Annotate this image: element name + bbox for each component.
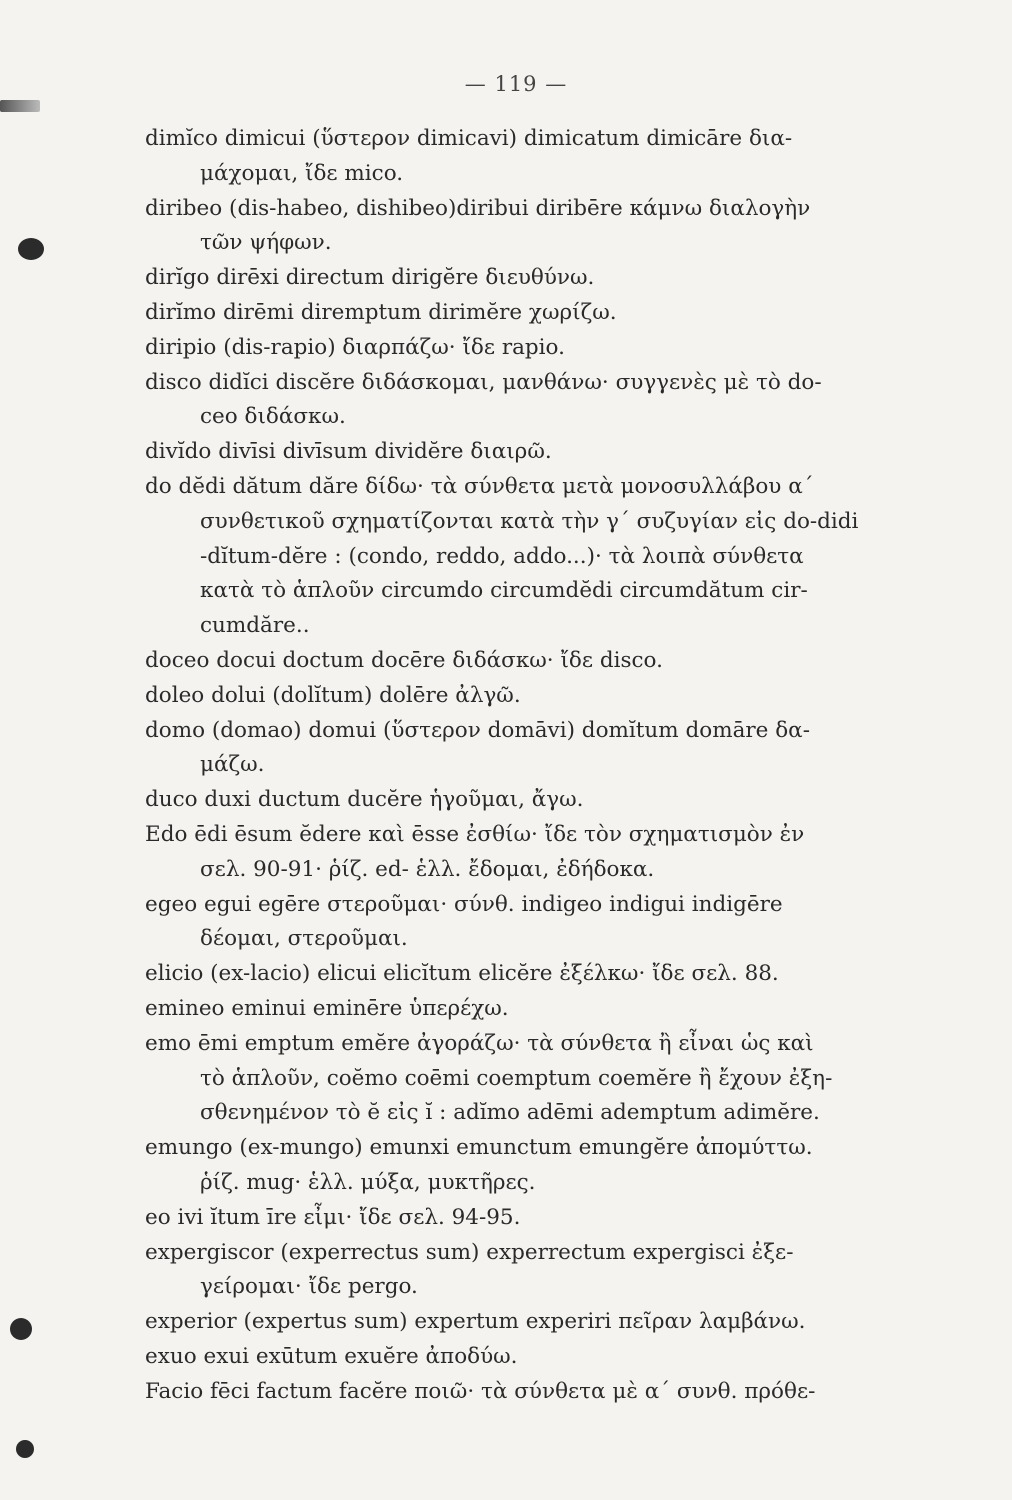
entry-headline: doceo docui doctum docēre διδάσκω· ἴδε disco. [145, 647, 663, 673]
entry-headline: exuo exui exūtum exuĕre ἀποδύω. [145, 1343, 518, 1369]
entry-headline: do dĕdi dătum dăre δίδω· τὰ σύνθετα μετὰ μονοσυλλάβου α΄ [145, 473, 814, 499]
dictionary-entry [145, 261, 915, 296]
dictionary-entry [145, 888, 915, 958]
dictionary-entry [145, 992, 915, 1027]
entry-continuation: ῥίζ. mug· ἑλλ. μύξα, μυκτῆρες. [200, 1169, 536, 1195]
dictionary-entry [145, 1201, 915, 1236]
dictionary-entry [145, 122, 915, 192]
entry-continuation: cumdăre.. [200, 613, 310, 639]
entry-continuation: ceo διδάσκω. [200, 404, 346, 430]
entry-headline: diripio (dis-rapio) διαρπάζω· ἴδε rapio. [145, 334, 565, 360]
entry-continuation: τὸ ἁπλοῦν, coĕmo coēmi coemptum coemĕre ἢ ἔχουν ἐξη- [200, 1065, 833, 1091]
dictionary-entry [145, 1305, 915, 1340]
entry-headline: disco didĭci discĕre διδάσκομαι, μανθάνω· συγγενὲς μὲ τὸ do- [145, 369, 822, 395]
punch-hole-mark [16, 1440, 34, 1458]
entry-headline: experior (expertus sum) expertum experiri πεῖραν λαμβάνω. [145, 1309, 806, 1335]
dictionary-entry [145, 957, 915, 992]
punch-hole-mark [10, 1318, 32, 1340]
entry-continuation: μάζω. [200, 752, 265, 778]
entry-continuation: -dĭtum-dĕre : (condo, reddo, addo...)· τὰ λοιπὰ σύνθετα [200, 543, 804, 569]
dictionary-entry [145, 192, 915, 262]
dictionary-entry [145, 435, 915, 470]
entry-continuation: σελ. 90-91· ῥίζ. ed- ἑλλ. ἔδομαι, ἐδήδοκα. [200, 856, 655, 882]
entry-headline: duco duxi ductum ducĕre ἡγοῦμαι, ἄγω. [145, 787, 584, 813]
dictionary-entry [145, 783, 915, 818]
punch-hole-mark [18, 238, 44, 260]
dictionary-entry [145, 644, 915, 679]
entry-headline: Edo ēdi ēsum ĕdere καὶ ēsse ἐσθίω· ἴδε τὸν σχηματισμὸν ἐν [145, 821, 805, 847]
entry-headline: dirĭmo dirēmi diremptum dirimĕre χωρίζω. [145, 299, 617, 325]
entry-continuation: γείρομαι· ἴδε pergo. [200, 1274, 418, 1300]
dictionary-entry [145, 1375, 915, 1410]
entry-headline: diribeo (dis-habeo, dishibeo)diribui diribēre κάμνω διαλογὴν [145, 195, 811, 221]
entry-headline: emungo (ex-mungo) emunxi emunctum emungĕre ἀπομύττω. [145, 1135, 813, 1161]
entry-headline: divĭdo divīsi divīsum dividĕre διαιρῶ. [145, 439, 552, 465]
entry-headline: emo ēmi emptum emĕre ἀγοράζω· τὰ σύνθετα ἢ εἶναι ὡς καὶ [145, 1030, 814, 1056]
dictionary-entry [145, 296, 915, 331]
entry-continuation: μάχομαι, ἴδε mico. [200, 160, 404, 186]
entry-headline: doleo dolui (dolĭtum) dolēre ἀλγῶ. [145, 682, 521, 708]
entry-continuation: συνθετικοῦ σχηματίζονται κατὰ τὴν γ΄ συζυγίαν εἰς do-didi [200, 508, 859, 534]
dictionary-entry [145, 679, 915, 714]
entry-headline: eo ivi ĭtum īre εἶμι· ἴδε σελ. 94-95. [145, 1204, 521, 1230]
dictionary-entries [145, 122, 915, 1409]
entry-headline: expergiscor (experrectus sum) experrectum expergisci ἐξε- [145, 1239, 794, 1265]
entry-headline: emineo eminui eminēre ὑπερέχω. [145, 995, 509, 1021]
page-number: — 119 — [464, 72, 568, 96]
entry-headline: domo (domao) domui (ὕστερον domāvi) domĭtum domāre δα- [145, 717, 810, 743]
dictionary-entry [145, 366, 915, 436]
entry-continuation: σθενημένον τὸ ĕ εἰς ĭ : adĭmo adēmi ademptum adimĕre. [200, 1100, 820, 1126]
dictionary-entry [145, 1340, 915, 1375]
entry-headline: Facio fēci factum facĕre ποιῶ· τὰ σύνθετα μὲ α΄ συνθ. πρόθε- [145, 1378, 816, 1404]
dictionary-entry [145, 714, 915, 784]
entry-headline: dirĭgo dirēxi directum dirigĕre διευθύνω. [145, 265, 595, 291]
dictionary-entry [145, 331, 915, 366]
dictionary-entry [145, 1131, 915, 1201]
entry-continuation: κατὰ τὸ ἁπλοῦν circumdo circumdĕdi circumdătum cir- [200, 578, 808, 604]
entry-continuation: τῶν ψήφων. [200, 230, 332, 256]
entry-continuation: δέομαι, στεροῦμαι. [200, 926, 408, 952]
entry-headline: dimĭco dimicui (ὕστερον dimicavi) dimicatum dimicāre δια- [145, 126, 793, 151]
dictionary-entry [145, 470, 915, 644]
dictionary-entry [145, 818, 915, 888]
dictionary-entry [145, 1027, 915, 1131]
entry-headline: egeo egui egēre στεροῦμαι· σύνθ. indigeo indigui indigēre [145, 891, 783, 917]
dictionary-entry [145, 1236, 915, 1306]
binding-edge-mark [0, 100, 40, 112]
entry-headline: elicio (ex-lacio) elicui elicĭtum elicĕre ἐξέλκω· ἴδε σελ. 88. [145, 961, 779, 987]
